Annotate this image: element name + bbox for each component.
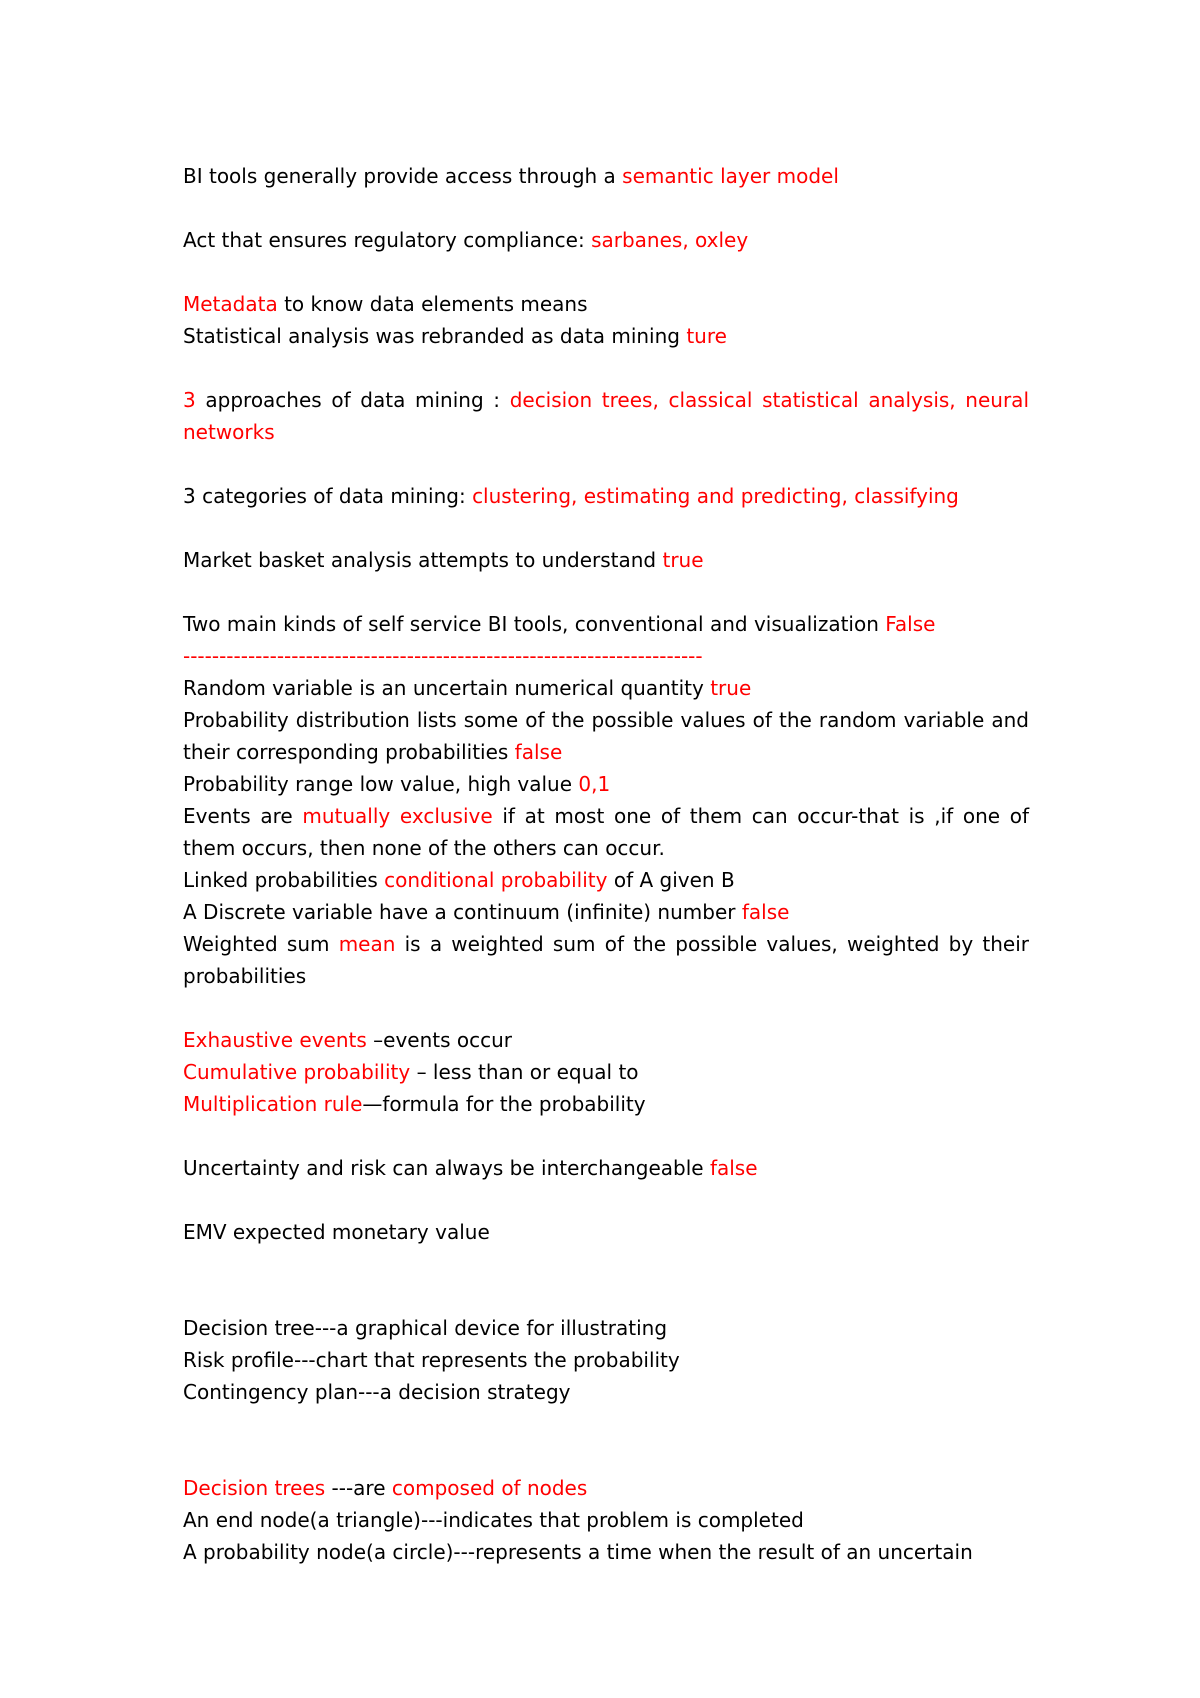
text-segment: is a weighted sum of the possible values, weighted by their probabilities <box>183 932 1029 988</box>
term-highlight: Decision trees <box>183 1476 326 1500</box>
term-highlight: composed of nodes <box>391 1476 588 1500</box>
line-probability-node: A probability node(a circle)---represents a time when the result of an uncertain <box>183 1540 973 1564</box>
term-highlight: Cumulative probability <box>183 1060 411 1084</box>
text-segment: Two main kinds of self service BI tools, conventional and visualization <box>183 612 886 636</box>
answer-highlight: false <box>514 740 563 764</box>
line-statistical-analysis <box>183 320 1029 352</box>
text-segment: 3 categories of data mining: <box>183 484 473 508</box>
term-highlight: mutually exclusive <box>302 804 493 828</box>
text-segment: of A given B <box>607 868 735 892</box>
term-highlight: 3 <box>183 388 196 412</box>
text-segment: – less than or equal to <box>410 1060 639 1084</box>
line-categories <box>183 480 1029 512</box>
spacer <box>183 448 1029 480</box>
line-exhaustive-events <box>183 1024 1029 1056</box>
line-contingency-plan: Contingency plan---a decision strategy <box>183 1380 571 1404</box>
text-segment: if at most one of them can occur-that is ,if one of them occurs, then none of the others can occur. <box>183 804 1029 860</box>
answer-highlight: true <box>710 676 752 700</box>
line-decision-trees-nodes <box>183 1472 1029 1504</box>
line-emv: EMV expected monetary value <box>183 1220 490 1244</box>
line-end-node: An end node(a triangle)---indicates that problem is completed <box>183 1508 804 1532</box>
line-random-variable <box>183 672 1029 704</box>
line-regulatory-act <box>183 224 1029 256</box>
term-highlight: conditional probability <box>384 868 608 892</box>
text-segment: Weighted sum <box>183 932 339 956</box>
text-segment: Events are <box>183 804 303 828</box>
text-segment: Probability range low value, high value <box>183 772 579 796</box>
line-approaches <box>183 384 1029 448</box>
line-self-service <box>183 608 1029 640</box>
spacer <box>183 1248 1029 1312</box>
answer-highlight: 0,1 <box>578 772 611 796</box>
spacer <box>183 192 1029 224</box>
spacer <box>183 1184 1029 1216</box>
spacer <box>183 512 1029 544</box>
text-segment: Market basket analysis attempts to understand <box>183 548 663 572</box>
line-uncertainty-risk <box>183 1152 1029 1184</box>
term-highlight: Multiplication rule <box>183 1092 363 1116</box>
term-highlight: mean <box>338 932 396 956</box>
line-probability-distribution <box>183 704 1029 768</box>
line-mutually-exclusive <box>183 800 1029 864</box>
text-segment: Linked probabilities <box>183 868 385 892</box>
text-segment: Statistical analysis was rebranded as data mining <box>183 324 687 348</box>
text-segment: approaches of data mining : <box>195 388 510 412</box>
text-segment: ---are <box>325 1476 392 1500</box>
answer-highlight: false <box>741 900 790 924</box>
answer-highlight: true <box>662 548 704 572</box>
line-weighted-sum <box>183 928 1029 992</box>
line-linked-probabilities <box>183 864 1029 896</box>
answer-highlight: False <box>885 612 936 636</box>
answer-highlight: decision trees, classical statistical analysis, neural networks <box>183 388 1029 444</box>
line-discrete-variable <box>183 896 1029 928</box>
answer-highlight: sarbanes, oxley <box>591 228 749 252</box>
text-segment: Uncertainty and risk can always be interchangeable <box>183 1156 710 1180</box>
line-bi-tools <box>183 160 1029 192</box>
text-segment: A Discrete variable have a continuum (infinite) number <box>183 900 742 924</box>
line-market-basket <box>183 544 1029 576</box>
text-segment: Act that ensures regulatory compliance: <box>183 228 592 252</box>
spacer <box>183 256 1029 288</box>
answer-highlight: ture <box>686 324 727 348</box>
line-risk-profile: Risk profile---chart that represents the probability <box>183 1348 680 1372</box>
term-highlight: Metadata <box>183 292 278 316</box>
spacer <box>183 576 1029 608</box>
term-highlight: Exhaustive events <box>183 1028 367 1052</box>
spacer <box>183 1120 1029 1152</box>
text-segment: —formula for the probability <box>362 1092 646 1116</box>
line-multiplication-rule <box>183 1088 1029 1120</box>
document-body <box>183 160 1029 1568</box>
text-segment: Probability distribution lists some of the possible values of the random variable and their corresponding probabilities <box>183 708 1029 764</box>
line-metadata <box>183 288 1029 320</box>
spacer <box>183 992 1029 1024</box>
dashed-separator: ------------------------------------------------------------------------ <box>183 644 703 668</box>
text-segment: –events occur <box>366 1028 513 1052</box>
text-segment: to know data elements means <box>277 292 588 316</box>
line-cumulative-probability <box>183 1056 1029 1088</box>
answer-highlight: clustering, estimating and predicting, classifying <box>472 484 959 508</box>
text-segment: Random variable is an uncertain numerical quantity <box>183 676 711 700</box>
answer-highlight: semantic layer model <box>622 164 839 188</box>
spacer <box>183 352 1029 384</box>
text-segment: BI tools generally provide access through a <box>183 164 623 188</box>
line-probability-range <box>183 768 1029 800</box>
line-decision-tree: Decision tree---a graphical device for illustrating <box>183 1316 668 1340</box>
spacer <box>183 1408 1029 1472</box>
answer-highlight: false <box>709 1156 758 1180</box>
